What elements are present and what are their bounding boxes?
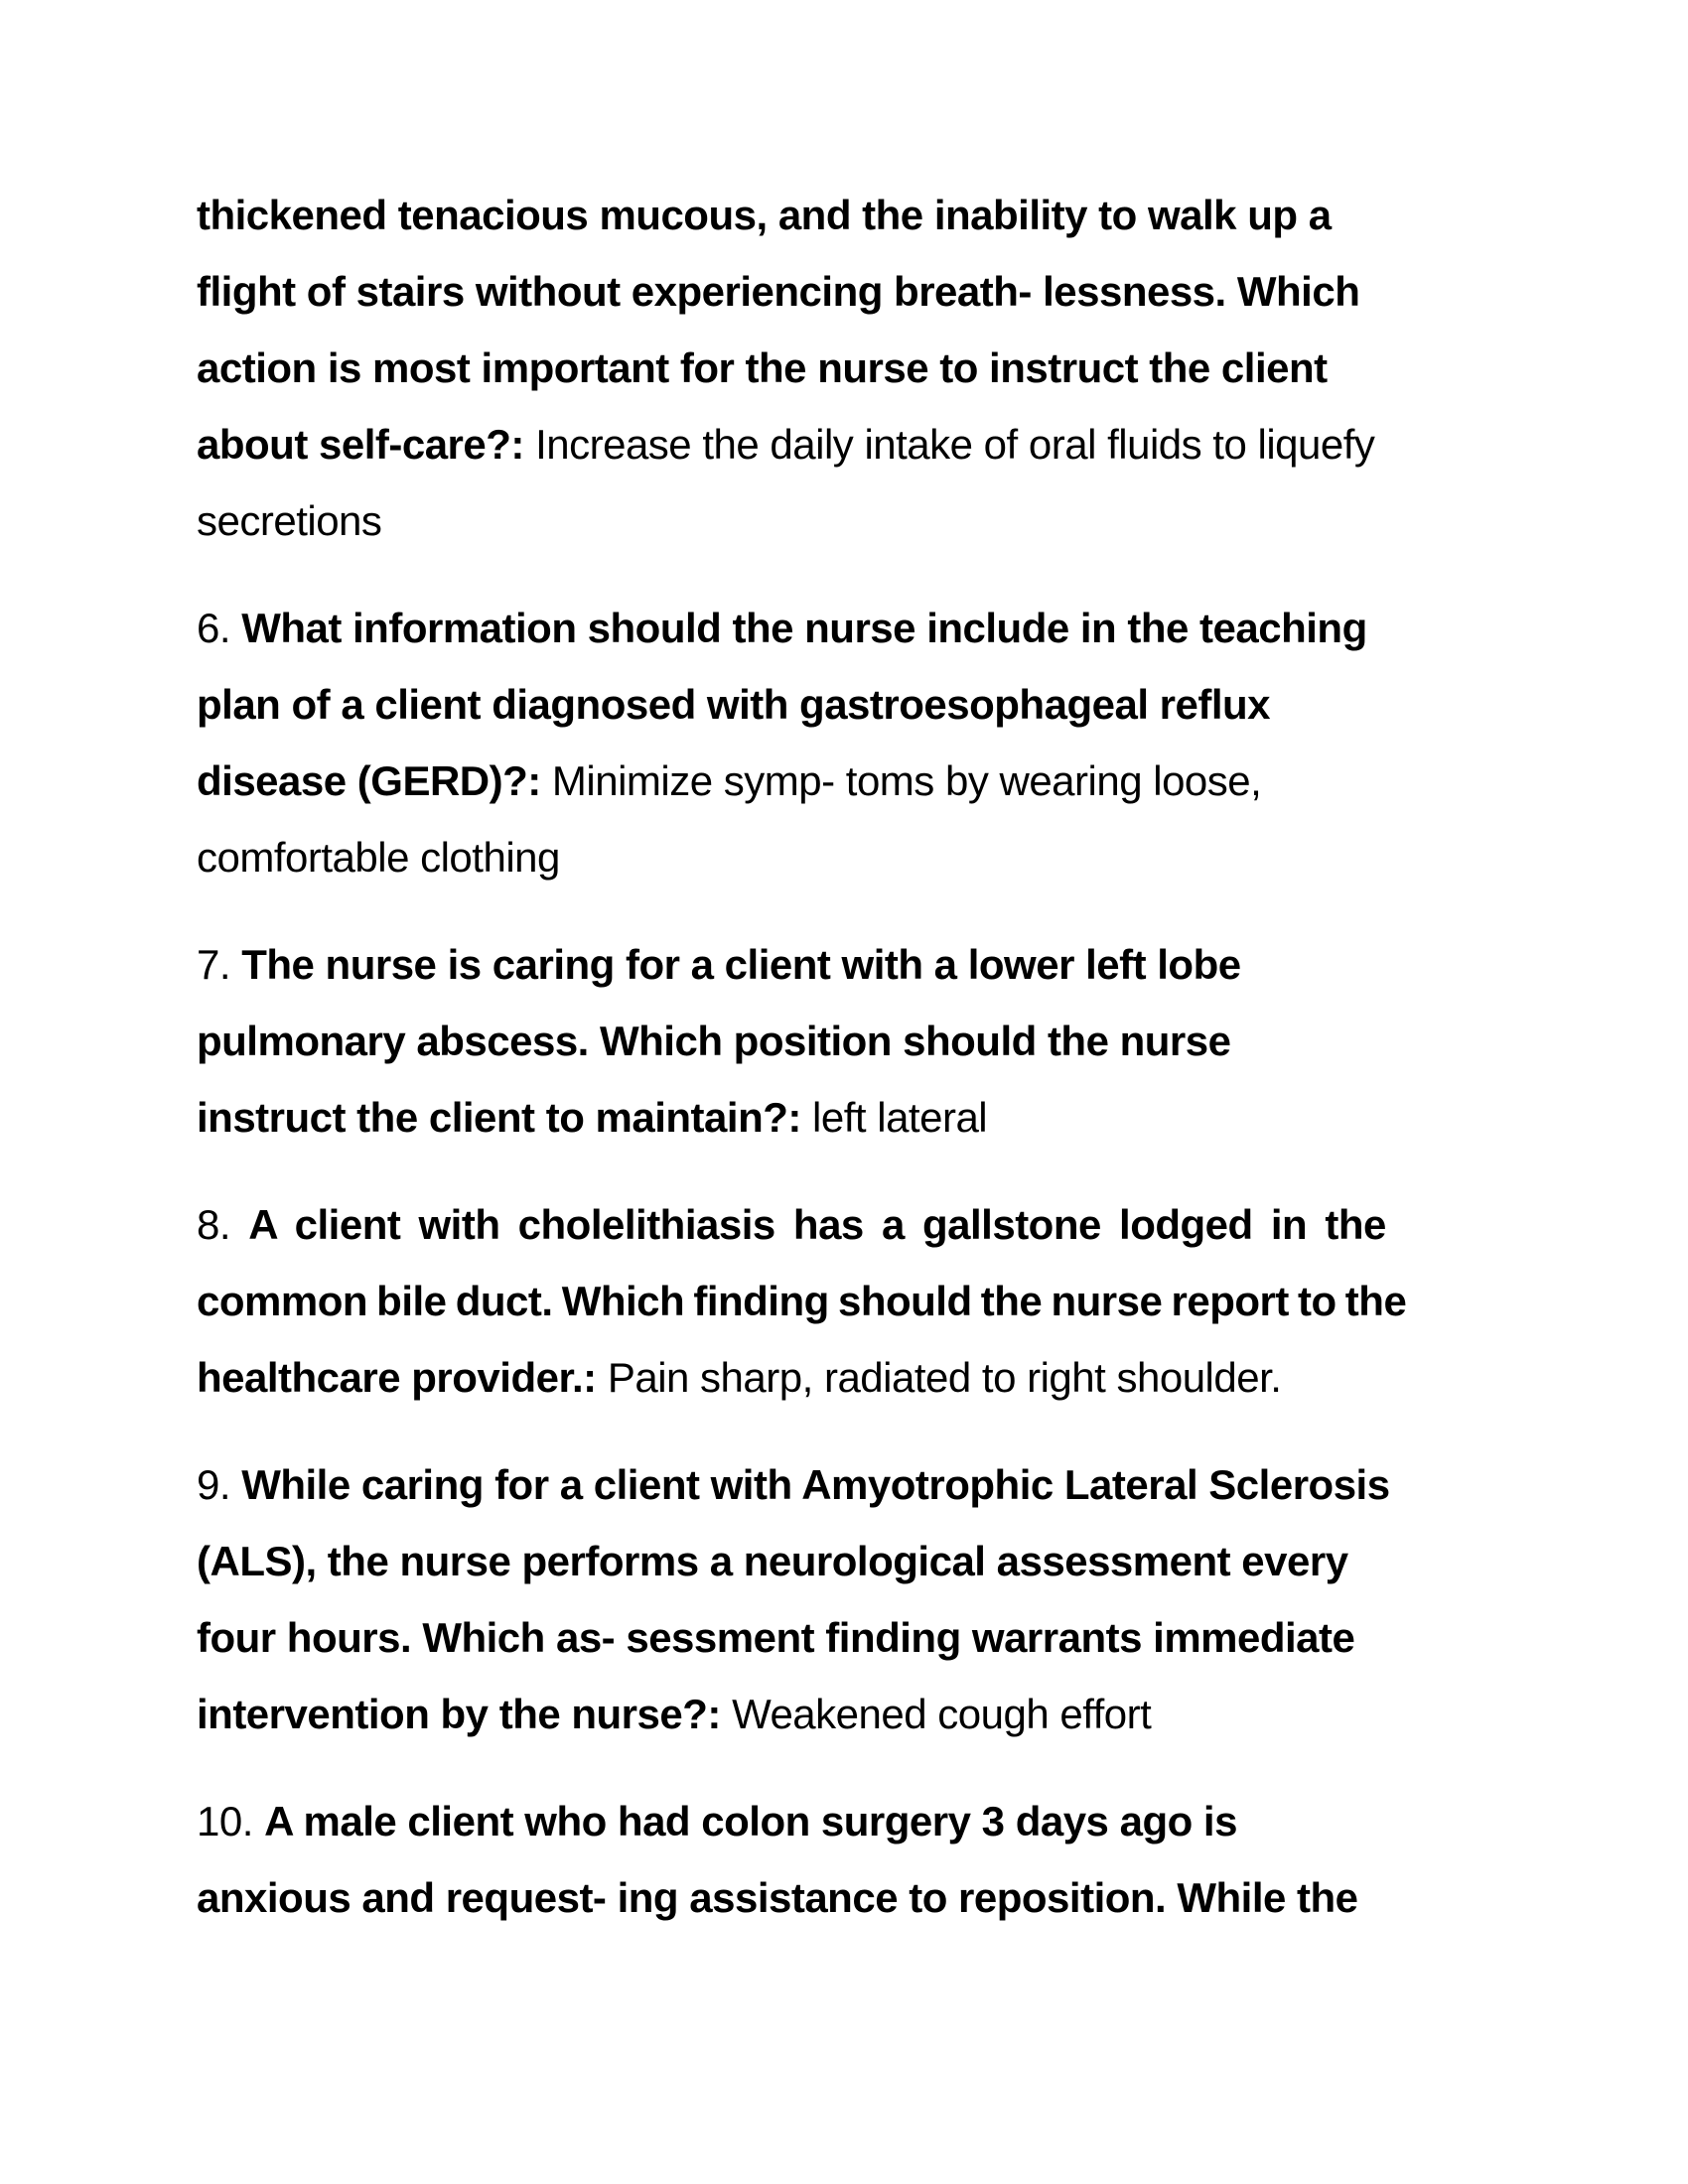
text-segment-bold: four hours. Which as- sessment finding warrants immediate — [197, 1614, 1355, 1661]
text-segment-bold: thickened tenacious mucous, and the inability to walk up a — [197, 192, 1332, 238]
text-segment-bold: (ALS), the nurse performs a neurological assessment every — [197, 1538, 1348, 1584]
text-line — [197, 666, 1501, 743]
text-segment-regular: comfortable clothing — [197, 834, 560, 881]
text-segment-bold: common bile duct. Which finding should the nurse report to the — [197, 1278, 1407, 1324]
text-line — [197, 1523, 1501, 1599]
text-line — [197, 1079, 1501, 1156]
text-segment-regular: 7. — [197, 941, 242, 988]
question-6 — [197, 590, 1501, 895]
text-line — [197, 1676, 1501, 1752]
text-segment-bold: While caring for a client with Amyotrophic Lateral Sclerosis — [241, 1461, 1390, 1508]
text-segment-regular: Increase the daily intake of oral fluids to liquefy — [535, 421, 1375, 468]
text-line — [197, 1599, 1501, 1676]
text-segment-regular: 6. — [197, 605, 242, 651]
text-segment-bold: pulmonary abscess. Which position should the nurse — [197, 1018, 1231, 1064]
text-segment-regular: Weakened cough effort — [732, 1691, 1152, 1737]
text-segment-bold: about self-care?: — [197, 421, 536, 468]
text-segment-regular: Minimize symp- toms by wearing loose, — [551, 757, 1262, 804]
text-line — [197, 1263, 1501, 1339]
text-line — [197, 482, 1501, 559]
text-line — [197, 1446, 1501, 1523]
document-body — [197, 177, 1501, 1967]
question-8 — [197, 1186, 1501, 1416]
text-segment-bold: A male client who had colon surgery 3 days ago is — [264, 1798, 1237, 1844]
text-line — [197, 743, 1501, 819]
text-line — [197, 1859, 1501, 1936]
text-line — [197, 1003, 1501, 1079]
text-segment-bold: What information should the nurse include in the teaching — [241, 605, 1367, 651]
text-segment-regular: left lateral — [812, 1094, 988, 1141]
text-segment-bold: instruct the client to maintain?: — [197, 1094, 813, 1141]
text-line — [197, 253, 1501, 330]
text-line — [197, 1186, 1501, 1263]
text-segment-regular: Pain sharp, radiated to right shoulder. — [607, 1354, 1282, 1401]
question-5-continuation — [197, 177, 1501, 559]
text-segment-bold: intervention by the nurse?: — [197, 1691, 733, 1737]
text-line — [197, 1783, 1501, 1859]
text-segment-bold: The nurse is caring for a client with a lower left lobe — [241, 941, 1241, 988]
text-line — [197, 819, 1501, 895]
text-segment-bold: healthcare provider.: — [197, 1354, 608, 1401]
text-line — [197, 1339, 1501, 1416]
question-7 — [197, 926, 1501, 1156]
text-line — [197, 590, 1501, 666]
text-line — [197, 406, 1501, 482]
text-segment-bold: flight of stairs without experiencing breath- lessness. Which — [197, 268, 1360, 315]
text-line — [197, 926, 1501, 1003]
text-segment-regular: 10. — [197, 1798, 265, 1844]
text-segment-bold: disease (GERD)?: — [197, 757, 552, 804]
text-segment-bold: action is most important for the nurse to instruct the client — [197, 344, 1328, 391]
text-line — [197, 177, 1501, 253]
text-segment-regular: 8. — [197, 1201, 249, 1248]
text-line — [197, 330, 1501, 406]
text-segment-regular: secretions — [197, 497, 382, 544]
text-segment-bold: A client with cholelithiasis has a gallstone lodged in the — [248, 1201, 1386, 1248]
text-segment-regular: 9. — [197, 1461, 242, 1508]
question-10 — [197, 1783, 1501, 1936]
text-segment-bold: anxious and request- ing assistance to reposition. While the — [197, 1874, 1358, 1921]
question-9 — [197, 1446, 1501, 1752]
text-segment-bold: plan of a client diagnosed with gastroesophageal reflux — [197, 681, 1271, 728]
